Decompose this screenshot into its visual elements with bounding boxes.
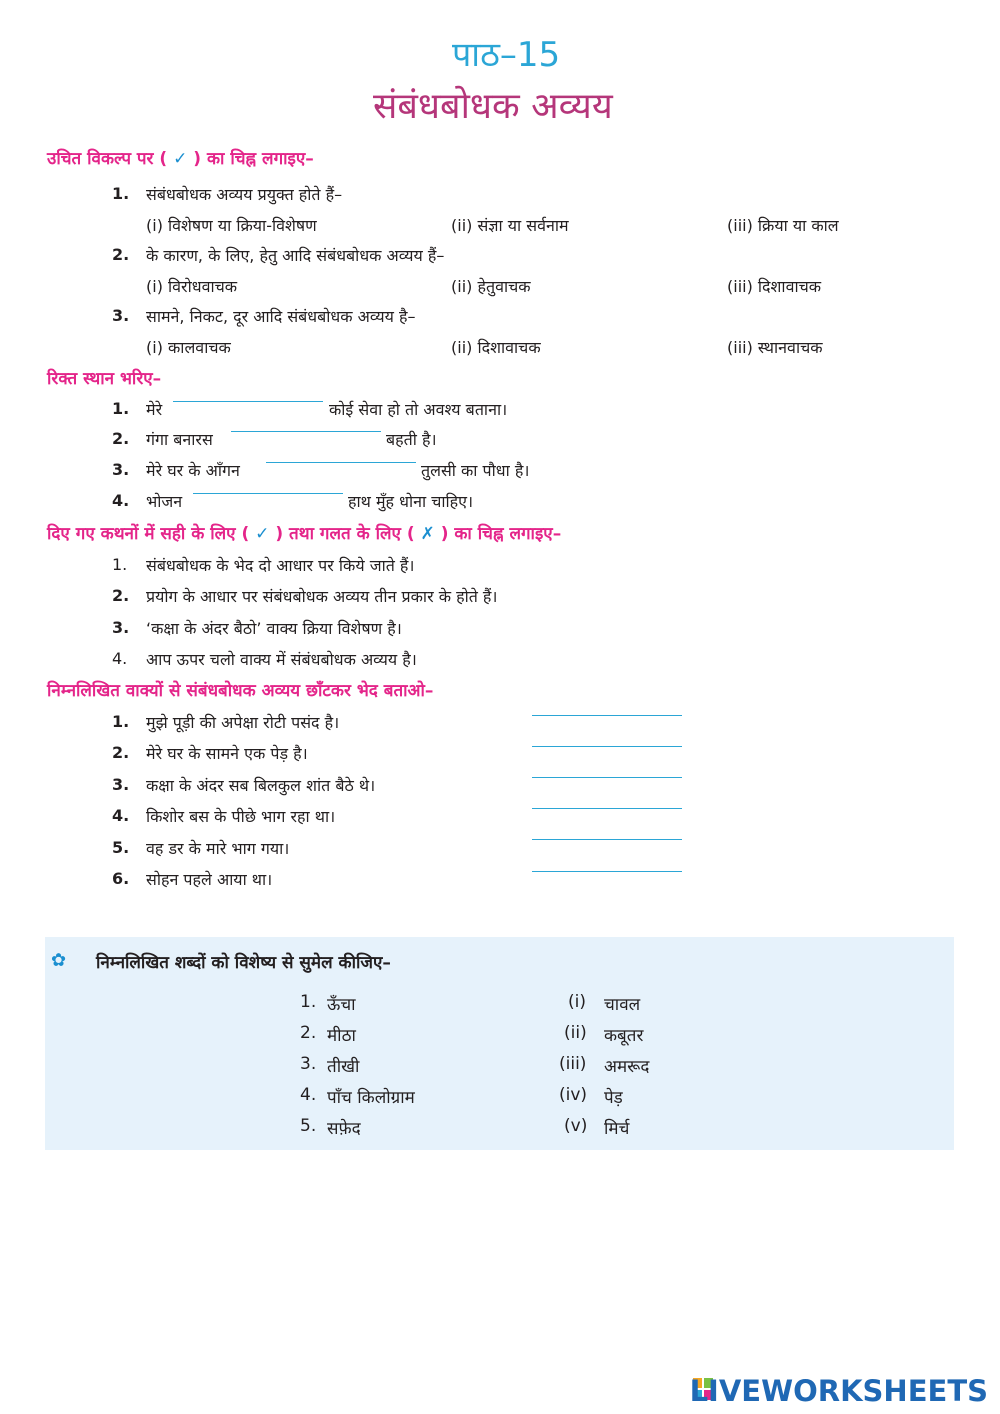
fill-blank[interactable] bbox=[231, 431, 381, 432]
identify-sentence: वह डर के मारे भाग गया। bbox=[146, 839, 290, 858]
match-right-number: (i) bbox=[568, 992, 586, 1012]
section1-heading-pre: उचित विकल्प पर ( bbox=[47, 149, 168, 169]
match-right-item[interactable]: चावल bbox=[604, 995, 641, 1015]
section3-heading-b: ) तथा गलत के लिए ( bbox=[275, 524, 415, 544]
identify-sentence: मेरे घर के सामने एक पेड़ है। bbox=[146, 744, 308, 763]
section3-heading bbox=[47, 521, 561, 544]
mcq-number: 3. bbox=[112, 306, 130, 325]
match-left-item[interactable]: सफ़ेद bbox=[327, 1119, 361, 1139]
match-left-number: 2. bbox=[300, 1023, 317, 1043]
fill-text-before: भोजन bbox=[146, 492, 183, 511]
identify-number: 5. bbox=[112, 838, 130, 857]
identify-sentence: कक्षा के अंदर सब बिलकुल शांत बैठे थे। bbox=[146, 776, 376, 795]
match-left-item[interactable]: तीखी bbox=[327, 1057, 360, 1077]
fill-number: 1. bbox=[112, 399, 130, 418]
mcq-number: 2. bbox=[112, 245, 130, 264]
tf-number: 4. bbox=[112, 649, 128, 668]
match-right-item[interactable]: मिर्च bbox=[604, 1119, 630, 1139]
fill-text-before: गंगा बनारस bbox=[146, 430, 213, 449]
mcq-option[interactable]: (i) विरोधवाचक bbox=[146, 277, 238, 296]
fill-text-after: कोई सेवा हो तो अवश्य बताना। bbox=[329, 400, 508, 419]
section5-heading: निम्नलिखित शब्दों को विशेष्य से सुमेल कीजिए– bbox=[96, 953, 391, 973]
fill-text-after: हाथ मुँह धोना चाहिए। bbox=[348, 492, 474, 511]
tick-icon: ✓ bbox=[255, 524, 270, 544]
answer-blank[interactable] bbox=[532, 808, 682, 809]
tf-statement[interactable]: संबंधबोधक के भेद दो आधार पर किये जाते हैं। bbox=[146, 556, 415, 575]
tf-number: 3. bbox=[112, 618, 130, 637]
mcq-question: संबंधबोधक अव्यय प्रयुक्त होते हैं– bbox=[146, 185, 343, 204]
answer-blank[interactable] bbox=[532, 839, 682, 840]
identify-sentence: किशोर बस के पीछे भाग रहा था। bbox=[146, 807, 336, 826]
answer-blank[interactable] bbox=[532, 871, 682, 872]
mcq-option[interactable]: (ii) दिशावाचक bbox=[451, 338, 541, 357]
match-right-item[interactable]: पेड़ bbox=[604, 1088, 623, 1108]
match-left-number: 3. bbox=[300, 1054, 317, 1074]
match-right-item[interactable]: कबूतर bbox=[604, 1026, 644, 1046]
mcq-option[interactable]: (iii) स्थानवाचक bbox=[727, 338, 823, 357]
mcq-option[interactable]: (i) विशेषण या क्रिया-विशेषण bbox=[146, 216, 317, 235]
tf-number: 1. bbox=[112, 555, 128, 574]
mcq-option[interactable]: (iii) क्रिया या काल bbox=[727, 216, 839, 235]
mcq-option[interactable]: (ii) संज्ञा या सर्वनाम bbox=[451, 216, 569, 235]
match-right-number: (ii) bbox=[564, 1023, 587, 1043]
match-right-number: (iii) bbox=[559, 1054, 587, 1074]
mcq-number: 1. bbox=[112, 184, 130, 203]
fill-text-after: तुलसी का पौधा है। bbox=[421, 461, 530, 480]
lesson-number: पाठ–15 bbox=[452, 35, 561, 75]
fill-number: 3. bbox=[112, 460, 130, 479]
section1-heading-post: ) का चिह्न लगाइए– bbox=[193, 149, 314, 169]
match-left-number: 4. bbox=[300, 1085, 317, 1105]
mcq-option[interactable]: (i) कालवाचक bbox=[146, 338, 231, 357]
fill-number: 2. bbox=[112, 429, 130, 448]
fill-text-before: मेरे घर के आँगन bbox=[146, 461, 240, 480]
fill-blank[interactable] bbox=[193, 493, 343, 494]
match-left-item[interactable]: ऊँचा bbox=[327, 995, 356, 1015]
match-right-item[interactable]: अमरूद bbox=[604, 1057, 650, 1077]
mcq-option[interactable]: (ii) हेतुवाचक bbox=[451, 277, 531, 296]
answer-blank[interactable] bbox=[532, 746, 682, 747]
match-right-number: (iv) bbox=[559, 1085, 588, 1105]
section1-heading bbox=[47, 146, 314, 169]
match-right-number: (v) bbox=[564, 1116, 588, 1136]
flower-icon: ✿ bbox=[51, 950, 67, 971]
fill-blank[interactable] bbox=[173, 401, 323, 402]
fill-text-after: बहती है। bbox=[386, 430, 437, 449]
section3-heading-c: ) का चिह्न लगाइए– bbox=[440, 524, 562, 544]
fill-text-before: मेरे bbox=[146, 400, 163, 419]
tf-statement[interactable]: ‘कक्षा के अंदर बैठो’ वाक्य क्रिया विशेषण है। bbox=[146, 619, 402, 638]
section2-heading: रिक्त स्थान भरिए– bbox=[47, 369, 162, 389]
answer-blank[interactable] bbox=[532, 715, 682, 716]
liveworksheets-logo[interactable]: LIVEWORKSHEETS bbox=[689, 1374, 988, 1408]
match-left-item[interactable]: मीठा bbox=[327, 1026, 356, 1046]
section4-heading: निम्नलिखित वाक्यों से संबंधबोधक अव्यय छाँटकर भेद बताओ– bbox=[47, 681, 434, 701]
mcq-option[interactable]: (iii) दिशावाचक bbox=[727, 277, 822, 296]
tf-number: 2. bbox=[112, 586, 130, 605]
section3-heading-a: दिए गए कथनों में सही के लिए ( bbox=[47, 524, 250, 544]
match-left-number: 5. bbox=[300, 1116, 317, 1136]
identify-sentence: सोहन पहले आया था। bbox=[146, 870, 273, 889]
answer-blank[interactable] bbox=[532, 777, 682, 778]
match-left-item[interactable]: पाँच किलोग्राम bbox=[327, 1088, 415, 1108]
tf-statement[interactable]: प्रयोग के आधार पर संबंधबोधक अव्यय तीन प्रकार के होते हैं। bbox=[146, 587, 498, 606]
page-title: संबंधबोधक अव्यय bbox=[373, 86, 613, 127]
fill-number: 4. bbox=[112, 491, 130, 510]
mcq-question: सामने, निकट, दूर आदि संबंधबोधक अव्यय है– bbox=[146, 307, 416, 326]
identify-number: 4. bbox=[112, 806, 130, 825]
identify-number: 1. bbox=[112, 712, 130, 731]
tf-statement[interactable]: आप ऊपर चलो वाक्य में संबंधबोधक अव्यय है। bbox=[146, 650, 417, 669]
mcq-question: के कारण, के लिए, हेतु आदि संबंधबोधक अव्यय हैं– bbox=[146, 246, 445, 265]
cross-icon: ✗ bbox=[420, 524, 435, 544]
tick-icon: ✓ bbox=[173, 149, 188, 169]
identify-number: 6. bbox=[112, 869, 130, 888]
match-left-number: 1. bbox=[300, 992, 317, 1012]
fill-blank[interactable] bbox=[266, 462, 416, 463]
identify-number: 3. bbox=[112, 775, 130, 794]
identify-number: 2. bbox=[112, 743, 130, 762]
identify-sentence: मुझे पूड़ी की अपेक्षा रोटी पसंद है। bbox=[146, 713, 340, 732]
